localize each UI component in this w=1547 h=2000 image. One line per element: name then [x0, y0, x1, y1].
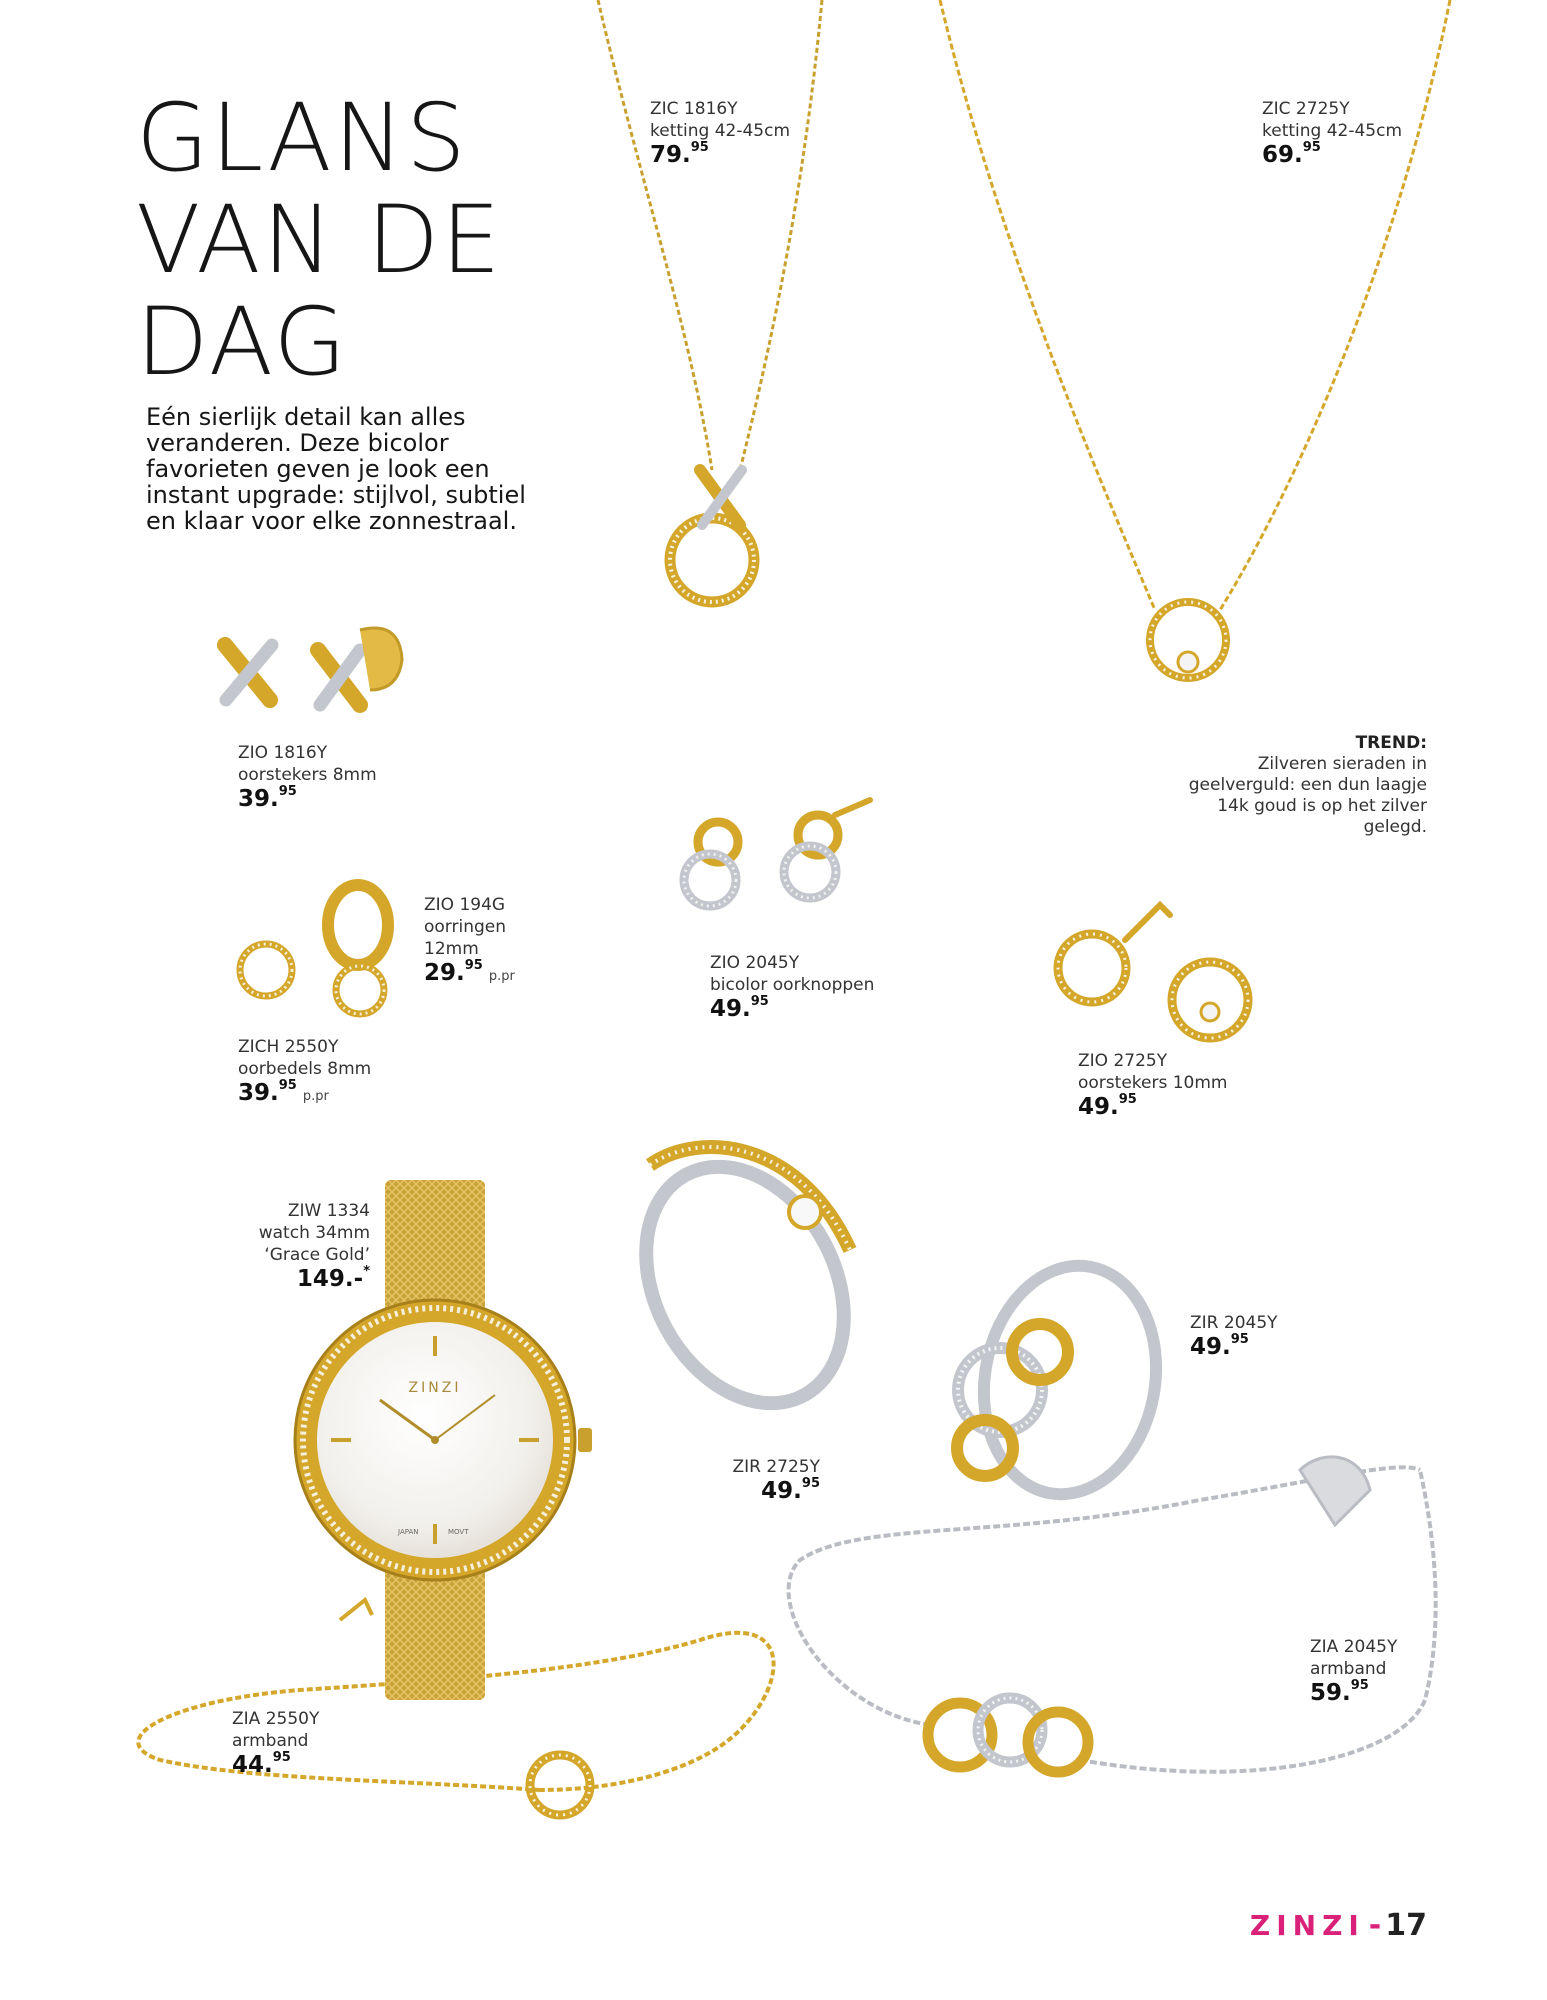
product-description-line-1: oorringen	[424, 917, 507, 937]
product-price: 49.95	[761, 1476, 820, 1504]
product-code: ZIO 1816Y	[238, 743, 328, 763]
product-description: ketting 42-45cm	[1262, 121, 1403, 141]
product-description: armband	[1310, 1659, 1387, 1679]
price-unit: p.pr	[302, 1089, 329, 1104]
product-code: ZIC 1816Y	[650, 99, 738, 119]
ring-zir2725y-image	[607, 1132, 883, 1437]
headline	[136, 84, 503, 397]
product-label-zio1816y	[238, 742, 377, 810]
product-description: ketting 42-45cm	[650, 121, 791, 141]
product-description: oorstekers 10mm	[1078, 1073, 1228, 1093]
intro-text: Eén sierlijk detail kan alles veranderen. Deze bicolor favorieten geven je look een instant upgrade: stijlvol, subtiel en klaar voor elke zonnestraal.	[146, 403, 526, 535]
product-label-zir2045y	[1190, 1312, 1278, 1358]
product-label-zia2550y	[232, 1708, 319, 1776]
footer-separator: -	[1368, 1908, 1382, 1943]
watch-dial-brand: ZINZI	[408, 1380, 462, 1396]
product-price: 79.95	[650, 140, 709, 168]
watch-dial-movement-left: JAPAN	[398, 1528, 419, 1536]
product-label-zio2045y	[710, 952, 874, 1020]
product-price: 49.95	[1078, 1092, 1137, 1120]
product-label-zic2725y	[1262, 98, 1402, 166]
product-label-zia2045y	[1310, 1636, 1397, 1704]
product-label-zir2725y	[700, 1456, 820, 1502]
product-label-zic1816y	[650, 98, 790, 166]
necklace-zic1816y-image	[598, 0, 822, 602]
product-price: 39.95	[238, 784, 297, 812]
product-code: ZIW 1334	[287, 1201, 370, 1221]
price-unit: p.pr	[488, 969, 515, 984]
headline-line-2: VAN DE	[136, 186, 503, 295]
headline-line-3: DAG	[136, 288, 349, 397]
product-label-ziw1334	[230, 1200, 370, 1290]
product-description: oorbedels 8mm	[238, 1059, 372, 1079]
product-code: ZIR 2725Y	[732, 1457, 820, 1477]
trend-text: Zilveren sieraden in geelverguld: een dun laagje 14k goud is op het zilver gelegd.	[1188, 754, 1427, 837]
product-description-line-2: ‘Grace Gold’	[264, 1245, 370, 1265]
headline-line-1: GLANS	[136, 84, 468, 193]
product-code: ZIO 2045Y	[710, 953, 800, 973]
watch-dial-movement-right: MOVT	[448, 1528, 469, 1536]
brand-logo: ZINZI	[1249, 1909, 1365, 1942]
product-price: 69.95	[1262, 140, 1321, 168]
product-price: 59.95	[1310, 1678, 1369, 1706]
product-code: ZIO 2725Y	[1078, 1051, 1168, 1071]
product-description-line-1: watch 34mm	[258, 1223, 370, 1243]
ring-zir2045y-image	[957, 1252, 1174, 1508]
product-code: ZICH 2550Y	[238, 1037, 339, 1057]
product-code: ZIA 2045Y	[1310, 1637, 1398, 1657]
product-price: 49.95	[710, 994, 769, 1022]
product-price: 149.-*	[296, 1264, 370, 1292]
product-code: ZIC 2725Y	[1262, 99, 1350, 119]
product-code: ZIO 194G	[424, 895, 506, 915]
product-label-zio2725y	[1078, 1050, 1227, 1118]
earrings-zio194g-zich2550y-image	[240, 885, 388, 1014]
earrings-zio1816y-image	[225, 628, 402, 705]
product-code: ZIR 2045Y	[1190, 1313, 1278, 1333]
product-label-zich2550y	[238, 1036, 371, 1108]
trend-note	[1167, 733, 1427, 838]
trend-heading: TREND:	[1355, 733, 1427, 753]
earrings-zio2045y-image	[684, 800, 870, 906]
product-label-zio194g	[424, 894, 515, 988]
product-description: bicolor oorknoppen	[710, 975, 875, 995]
product-price: 49.95	[1190, 1332, 1249, 1360]
product-price: 44.95	[232, 1750, 291, 1778]
product-description: armband	[232, 1731, 309, 1751]
bracelet-zia2045y-image	[789, 1457, 1436, 1772]
product-price: 39.95p.pr	[238, 1078, 329, 1106]
earrings-zio2725y-image	[1058, 905, 1248, 1038]
product-code: ZIA 2550Y	[232, 1709, 320, 1729]
product-description-line-2: 12mm	[424, 939, 479, 959]
product-description: oorstekers 8mm	[238, 765, 377, 785]
page-number: 17	[1385, 1908, 1427, 1943]
page-footer	[1250, 1908, 1427, 1943]
product-price: 29.95p.pr	[424, 958, 515, 986]
